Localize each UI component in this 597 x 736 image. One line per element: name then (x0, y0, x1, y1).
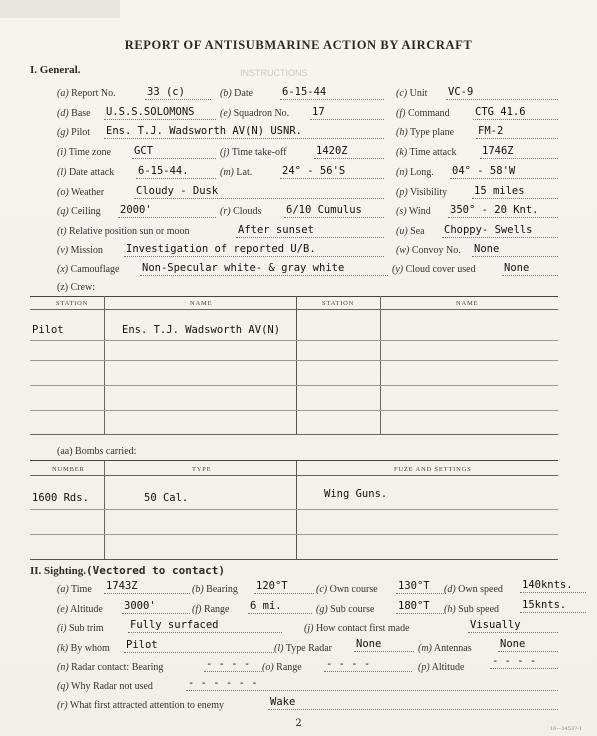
field-value-unit: VC-9 (446, 86, 558, 100)
crew-header-station-1: STATION (56, 300, 89, 307)
field-label-date-attack: (l) Date attack (57, 167, 115, 178)
sighting-label-radar-bearing: (n) Radar contact: Bearing (57, 662, 164, 673)
field-label-cloud-cover: (y) Cloud cover used (392, 264, 476, 275)
field-value-type-plane: FM-2 (476, 125, 558, 139)
field-value-visibility: 15 miles (472, 185, 558, 199)
field-value-cloud-cover: None (502, 262, 558, 276)
bombs-row-type: 50 Cal. (144, 492, 189, 504)
sighting-label-bearing: (b) Bearing (192, 584, 238, 595)
sighting-value-sub-course: 180°T (396, 600, 444, 614)
field-label-long: (n) Long. (396, 167, 434, 178)
field-label-squadron-no: (e) Squadron No. (220, 108, 290, 119)
scan-corner-shadow (0, 0, 120, 18)
sighting-value-antennas: None (498, 638, 558, 652)
sighting-value-radar-range: - - - - (324, 658, 412, 672)
field-label-mission: (v) Mission (57, 245, 103, 256)
field-label-time-take-off: (j) Time take-off (220, 147, 287, 158)
sighting-value-contact-made: Visually (468, 619, 558, 633)
page-number: 2 (295, 718, 302, 729)
sighting-value-altitude: 3000' (122, 600, 190, 614)
field-label-convoy-no: (w) Convoy No. (396, 245, 461, 256)
field-label-type-plane: (h) Type plane (396, 127, 455, 138)
field-value-sea: Choppy- Swells (442, 224, 558, 238)
sighting-label-altitude: (e) Altitude (57, 604, 103, 615)
field-value-wind: 350° - 20 Knt. (448, 204, 558, 218)
crew-header-name-1: NAME (190, 300, 213, 307)
sighting-label-sub-speed: (h) Sub speed (444, 604, 500, 615)
field-value-date-attack: 6-15-44. (136, 165, 216, 179)
crew-header-station-2: STATION (322, 300, 355, 307)
field-label-report-no: (a) Report No. (57, 88, 116, 99)
bombs-row-fuze: Wing Guns. (324, 488, 388, 500)
field-value-time-zone: GCT (132, 145, 216, 159)
sighting-label-why-no-radar: (q) Why Radar not used (57, 681, 153, 692)
sighting-label-own-course: (c) Own course (316, 584, 378, 595)
field-label-command: (f) Command (396, 108, 450, 119)
field-label-ceiling: (q) Ceiling (57, 206, 101, 217)
bombs-row-number: 1600 Rds. (32, 492, 89, 504)
sighting-value-radar-bearing: - - - - (204, 658, 262, 672)
field-value-camouflage: Non-Specular white- & gray white (140, 262, 388, 276)
field-value-report-no: 33 (c) (145, 86, 211, 100)
field-value-date: 6-15-44 (280, 86, 384, 100)
field-label-lat: (m) Lat. (220, 167, 253, 178)
crew-label: (z) Crew: (57, 282, 96, 293)
sighting-value-attracted-attention: Wake (268, 696, 558, 710)
sighting-label-sub-trim: (i) Sub trim (57, 623, 104, 634)
field-value-weather: Cloudy - Dusk (134, 185, 384, 199)
sighting-label-type-radar: (l) Type Radar (274, 643, 333, 654)
field-value-squadron-no: 17 (310, 106, 384, 120)
bombs-label: (aa) Bombs carried: (57, 446, 137, 457)
sighting-label-antennas: (m) Antennas (418, 643, 472, 654)
bombs-header-number: NUMBER (52, 466, 85, 473)
crew-row-station: Pilot (32, 324, 64, 336)
field-value-convoy-no: None (472, 243, 558, 257)
field-value-base: U.S.S.SOLOMONS (104, 106, 216, 120)
sighting-value-radar-altitude: - - - - (490, 655, 558, 669)
sighting-value-bearing: 120°T (254, 580, 314, 594)
sighting-label-range: (f) Range (192, 604, 230, 615)
field-label-weather: (o) Weather (57, 187, 105, 198)
sighting-value-range: 6 mi. (248, 600, 312, 614)
field-value-pilot: Ens. T.J. Wadsworth AV(N) USNR. (104, 125, 384, 139)
sighting-value-time: 1743Z (104, 580, 190, 594)
field-value-time-attack: 1746Z (480, 145, 558, 159)
sighting-label-sub-course: (g) Sub course (316, 604, 375, 615)
bombs-header-type: TYPE (192, 466, 212, 473)
field-value-mission: Investigation of reported U/B. (124, 243, 384, 257)
bleedthrough-heading: INSTRUCTIONS (240, 68, 308, 78)
field-label-time-attack: (k) Time attack (396, 147, 457, 158)
section-sighting-heading: II. Sighting.(Vectored to contact) (30, 564, 226, 577)
sighting-value-why-no-radar: - - - - - - (186, 677, 558, 691)
crew-header-name-2: NAME (456, 300, 479, 307)
field-value-command: CTG 41.6 (473, 106, 558, 120)
field-label-sea: (u) Sea (396, 226, 425, 237)
field-value-sun-moon: After sunset (236, 224, 384, 238)
field-label-sun-moon: (t) Relative position sun or moon (57, 226, 190, 237)
sighting-label-attracted-attention: (r) What first attracted attention to enemy (57, 700, 224, 711)
field-value-time-take-off: 1420Z (314, 145, 384, 159)
bombs-header-fuze: FUZE AND SETTINGS (394, 466, 472, 473)
field-label-unit: (c) Unit (396, 88, 428, 99)
field-label-camouflage: (x) Camouflage (57, 264, 120, 275)
field-value-lat: 24° - 56'S (280, 165, 384, 179)
sighting-label-radar-range: (o) Range (262, 662, 302, 673)
field-label-base: (d) Base (57, 108, 91, 119)
sighting-value-sub-speed: 15knts. (520, 599, 586, 613)
field-label-pilot: (g) Pilot (57, 127, 91, 138)
sighting-label-by-whom: (k) By whom (57, 643, 110, 654)
sighting-value-own-speed: 140knts. (520, 579, 586, 593)
field-value-clouds: 6/10 Cumulus (284, 204, 384, 218)
sighting-label-radar-altitude: (p) Altitude (418, 662, 465, 673)
sighting-value-sub-trim: Fully surfaced (128, 619, 282, 633)
sighting-label-own-speed: (d) Own speed (444, 584, 503, 595)
sighting-label-contact-made: (j) How contact first made (304, 623, 410, 634)
section-general-heading: I. General. (30, 64, 81, 76)
field-label-time-zone: (i) Time zone (57, 147, 111, 158)
field-value-long: 04° - 58'W (450, 165, 558, 179)
field-label-wind: (s) Wind (396, 206, 431, 217)
sighting-value-by-whom: Pilot (124, 639, 274, 653)
crew-row-name: Ens. T.J. Wadsworth AV(N) (122, 324, 281, 336)
field-label-clouds: (r) Clouds (220, 206, 262, 217)
field-label-visibility: (p) Visibility (396, 187, 448, 198)
field-value-ceiling: 2000' (118, 204, 216, 218)
field-label-date: (b) Date (220, 88, 254, 99)
report-title: REPORT OF ANTISUBMARINE ACTION BY AIRCRAFT (124, 38, 473, 52)
form-number: 16—34537-1 (550, 726, 583, 732)
sighting-value-own-course: 130°T (396, 580, 446, 594)
sighting-value-type-radar: None (354, 638, 414, 652)
sighting-label-time: (a) Time (57, 584, 92, 595)
